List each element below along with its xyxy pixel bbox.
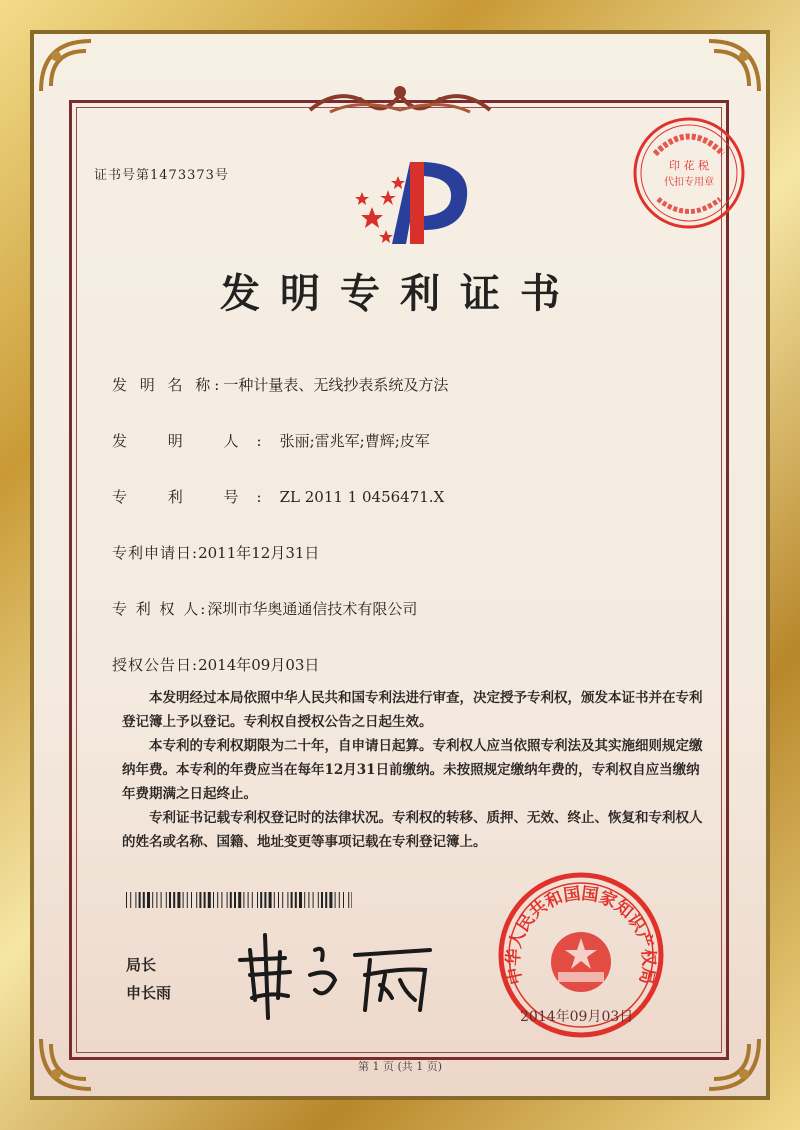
- svg-text:代扣专用章: 代扣专用章: [664, 177, 714, 188]
- field-label: 专 利 权 人:: [112, 600, 208, 618]
- body-paragraph: 本专利的专利权期限为二十年，自申请日起算。专利权人应当依照专利法及其实施细则规定缴纳年费。本专利的年费应当在每年12月31日前缴纳。未按照规定缴纳年费的，专利权自应当缴纳年费期满之日起终止。: [122, 738, 703, 802]
- top-ornament-icon: [300, 80, 500, 120]
- field-value: 张丽;雷兆军;曹辉;皮军: [279, 432, 430, 450]
- corner-ornament-icon: [704, 36, 764, 96]
- field-grant-date: [112, 654, 319, 675]
- page-number: 第 1 页 (共 1 页): [357, 1060, 443, 1073]
- field-patentee: [112, 598, 417, 619]
- body-paragraph: 本发明经过本局依照中华人民共和国专利法进行审查，决定授予专利权，颁发本证书并在专利登记簿上予以登记。专利权自授权公告之日起生效。: [122, 690, 703, 730]
- field-invention-name: [112, 374, 448, 395]
- field-application-date: [112, 542, 319, 563]
- certificate-title: 发明专利证书: [220, 270, 580, 317]
- seal-text: 中华人民共和国国家知识产权局: [503, 883, 659, 987]
- certificate-paper: [34, 34, 766, 1096]
- field-value: 深圳市华奥通通信技术有限公司: [207, 600, 418, 618]
- body-paragraph: 专利证书记载专利权登记时的法律状况。专利权的转移、质押、无效、终止、恢复和专利权人的姓名或名称、国籍、地址变更等事项记载在专利登记簿上。: [122, 810, 703, 850]
- field-inventors: [112, 430, 430, 451]
- field-patent-number: [112, 486, 444, 507]
- corner-ornament-icon: [36, 36, 96, 96]
- field-label: 发 明 人:: [112, 432, 280, 450]
- field-label: 专利申请日:: [112, 544, 199, 562]
- tax-seal-icon: [630, 114, 748, 232]
- field-value: 一种计量表、无线抄表系统及方法: [223, 376, 449, 394]
- field-value: 2014年09月03日: [198, 656, 320, 674]
- barcode-icon: [126, 892, 352, 908]
- director-name: 申长雨: [126, 984, 172, 1002]
- field-label: 专 利 号:: [112, 488, 280, 506]
- svg-text:印 花 税: 印 花 税: [669, 159, 709, 172]
- director-title: 局长: [126, 956, 157, 974]
- field-value: ZL 2011 1 0456471.X: [279, 488, 445, 506]
- seal-date: 2014年09月03日: [520, 1009, 634, 1025]
- certificate-number: 证书号第1473373号: [94, 168, 229, 183]
- field-label: 发 明 名 称:: [112, 376, 224, 394]
- signature-icon: [230, 930, 440, 1020]
- field-label: 授权公告日:: [112, 656, 199, 674]
- field-value: 2011年12月31日: [198, 544, 320, 562]
- patent-office-logo-icon: [352, 152, 472, 252]
- certificate-body: [122, 686, 712, 854]
